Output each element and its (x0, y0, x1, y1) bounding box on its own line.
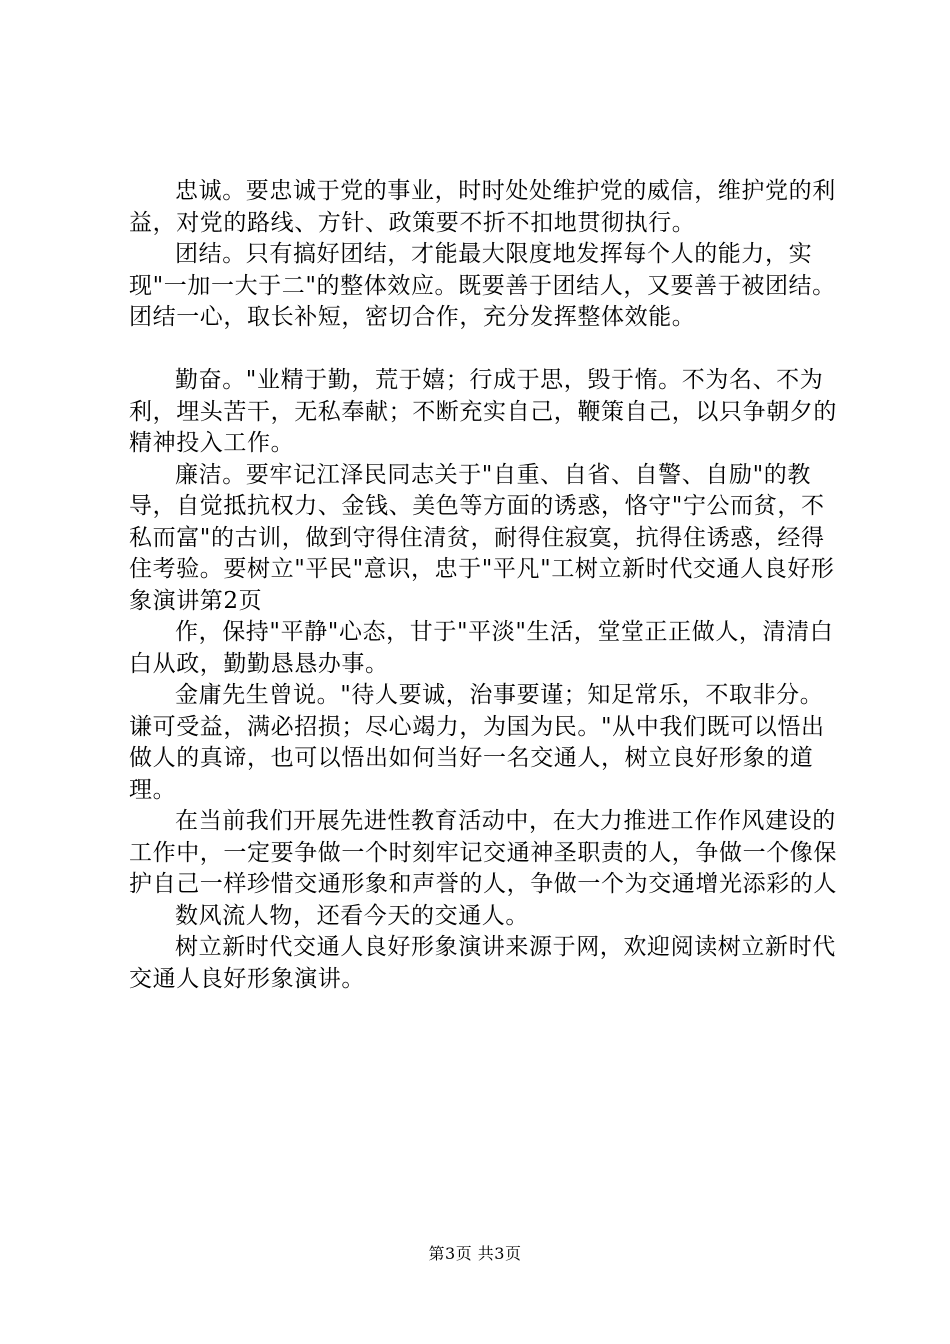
paragraph-integrity: 廉洁。要牢记江泽民同志关于"自重、自省、自警、自励"的教导，自觉抵抗权力、金钱、美色等方面的诱惑，恪守"宁公而贫，不私而富"的古训，做到守得住清贫，耐得住寂寞，抗得住诱惑，经得住考验。要树立"平民"意识，忠于"平凡"工树立新时代交通人良好形象演讲第2页 (129, 461, 835, 614)
paragraph-heroes: 数风流人物，还看今天的交通人。 (175, 902, 529, 929)
page-footer (0, 1244, 950, 1264)
paragraph-jin-yong-quote: 金庸先生曾说。"待人要诚，治事要谨；知足常乐，不取非分。谦可受益，满必招损；尽心竭力，为国为民。"从中我们既可以悟出做人的真谛，也可以悟出如何当好一名交通人，树立良好形象的道理。 (129, 682, 825, 803)
paragraph-gap (129, 334, 841, 366)
paragraph-loyalty: 忠诚。要忠诚于党的事业，时时处处维护党的威信，维护党的利益，对党的路线、方针、政策要不折不扣地贯彻执行。 (129, 178, 836, 236)
document-body (129, 176, 841, 995)
paragraph-source-note: 树立新时代交通人良好形象演讲来源于网，欢迎阅读树立新时代交通人良好形象演讲。 (129, 934, 836, 992)
paragraph-attitude: 作，保持"平静"心态，甘于"平淡"生活，堂堂正正做人，清清白白从政，勤勤恳恳办事。 (129, 619, 834, 677)
paragraph-education-activity: 在当前我们开展先进性教育活动中，在大力推进工作作风建设的工作中，一定要争做一个时刻牢记交通神圣职责的人，争做一个像保护自己一样珍惜交通形象和声誉的人，争做一个为交通增光添彩的人 (129, 808, 837, 897)
paragraph-unity: 团结。只有搞好团结，才能最大限度地发挥每个人的能力，实现"一加一大于二"的整体效应。既要善于团结人，又要善于被团结。团结一心，取长补短，密切合作，充分发挥整体效能。 (129, 241, 836, 330)
page-number-indicator: 第3页 共3页 (428, 1244, 522, 1263)
paragraph-diligence: 勤奋。"业精于勤，荒于嬉；行成于思，毁于惰。不为名、不为利，埋头苦干，无私奉献；不断充实自己，鞭策自己，以只争朝夕的精神投入工作。 (129, 367, 837, 456)
